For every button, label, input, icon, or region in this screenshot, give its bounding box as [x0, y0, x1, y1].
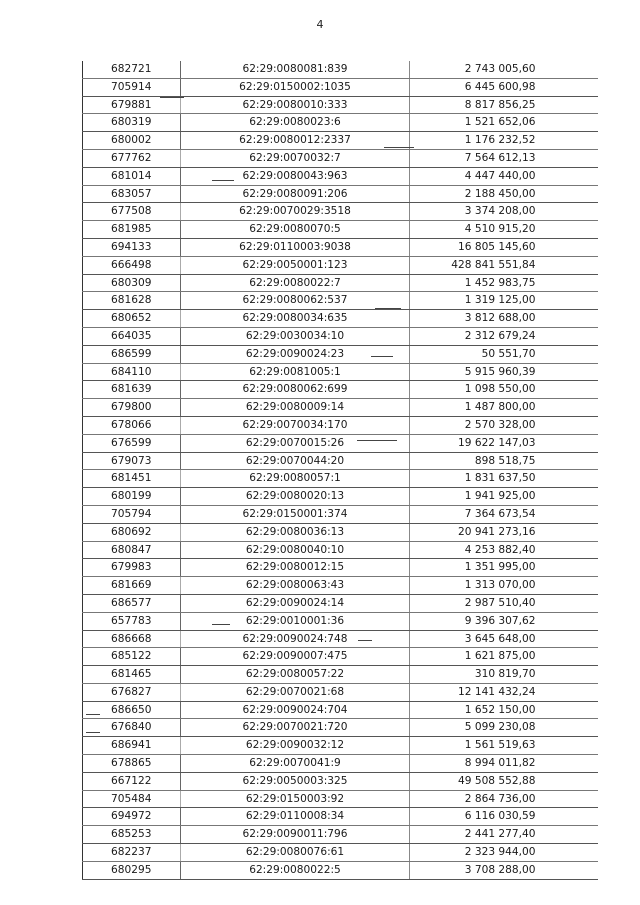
cadastral-value-cell: 19 622 147,03 [410, 434, 598, 452]
cadastral-number-cell: 62:29:0080012:15 [181, 559, 410, 577]
table-row [83, 78, 598, 96]
table-row [83, 238, 598, 256]
cadastral-number-cell: 62:29:0080023:6 [181, 114, 410, 132]
cadastral-value-cell: 6 116 030,59 [410, 808, 598, 826]
table-row [83, 167, 598, 185]
record-id-cell: 678865 [83, 755, 181, 773]
cadastral-value-cell: 4 253 882,40 [410, 541, 598, 559]
record-id-cell: 686599 [83, 345, 181, 363]
cadastral-number-cell: 62:29:0070044:20 [181, 452, 410, 470]
cadastral-value-cell: 3 812 688,00 [410, 310, 598, 328]
cadastral-value-cell: 1 319 125,00 [410, 292, 598, 310]
cadastral-value-cell: 49 508 552,88 [410, 772, 598, 790]
table-row [83, 505, 598, 523]
table-row [83, 363, 598, 381]
record-id-cell: 678066 [83, 416, 181, 434]
table-row [83, 612, 598, 630]
cadastral-value-cell: 1 098 550,00 [410, 381, 598, 399]
cadastral-value-cell: 310 819,70 [410, 666, 598, 684]
cadastral-number-cell: 62:29:0080043:963 [181, 167, 410, 185]
table-row [83, 310, 598, 328]
record-id-cell: 681669 [83, 577, 181, 595]
record-id-cell: 694133 [83, 238, 181, 256]
table-row [83, 737, 598, 755]
cadastral-value-cell: 1 652 150,00 [410, 701, 598, 719]
cadastral-number-cell: 62:29:0050001:123 [181, 256, 410, 274]
scan-artifact [212, 180, 234, 181]
cadastral-number-cell: 62:29:0090024:14 [181, 594, 410, 612]
cadastral-number-cell: 62:29:0080034:635 [181, 310, 410, 328]
cadastral-number-cell: 62:29:0080022:7 [181, 274, 410, 292]
record-id-cell: 682721 [83, 61, 181, 78]
table-row [83, 630, 598, 648]
cadastral-value-table [82, 61, 598, 880]
cadastral-number-cell: 62:29:0090011:796 [181, 826, 410, 844]
cadastral-number-cell: 62:29:0090024:748 [181, 630, 410, 648]
cadastral-value-cell: 9 396 307,62 [410, 612, 598, 630]
table-row [83, 861, 598, 879]
table-row [83, 541, 598, 559]
table-row [83, 701, 598, 719]
cadastral-number-cell: 62:29:0080062:699 [181, 381, 410, 399]
record-id-cell: 666498 [83, 256, 181, 274]
table-row [83, 826, 598, 844]
cadastral-value-cell: 1 621 875,00 [410, 648, 598, 666]
record-id-cell: 677508 [83, 203, 181, 221]
cadastral-number-cell: 62:29:0080057:22 [181, 666, 410, 684]
scan-artifact [358, 640, 372, 641]
cadastral-value-cell: 4 510 915,20 [410, 221, 598, 239]
record-id-cell: 680652 [83, 310, 181, 328]
scan-artifact [160, 97, 184, 98]
record-id-cell: 680199 [83, 488, 181, 506]
table-row [83, 381, 598, 399]
cadastral-value-cell: 1 831 637,50 [410, 470, 598, 488]
record-id-cell: 680319 [83, 114, 181, 132]
cadastral-value-cell: 3 374 208,00 [410, 203, 598, 221]
page-number: 4 [316, 18, 324, 31]
record-id-cell: 681465 [83, 666, 181, 684]
cadastral-value-cell: 2 312 679,24 [410, 327, 598, 345]
cadastral-value-cell: 2 987 510,40 [410, 594, 598, 612]
record-id-cell: 677762 [83, 149, 181, 167]
cadastral-value-cell: 50 551,70 [410, 345, 598, 363]
table-row [83, 114, 598, 132]
scan-artifact [371, 356, 393, 357]
table-row [83, 256, 598, 274]
record-id-cell: 686650 [83, 701, 181, 719]
table-row [83, 132, 598, 150]
table-row [83, 292, 598, 310]
cadastral-number-cell: 62:29:0090032:12 [181, 737, 410, 755]
cadastral-value-cell: 5 915 960,39 [410, 363, 598, 381]
cadastral-value-cell: 1 351 995,00 [410, 559, 598, 577]
table-row [83, 399, 598, 417]
cadastral-number-cell: 62:29:0080036:13 [181, 523, 410, 541]
cadastral-value-cell: 1 176 232,52 [410, 132, 598, 150]
record-id-cell: 686577 [83, 594, 181, 612]
record-id-cell: 680692 [83, 523, 181, 541]
table-row [83, 755, 598, 773]
cadastral-number-cell: 62:29:0090007:475 [181, 648, 410, 666]
cadastral-number-cell: 62:29:0080040:10 [181, 541, 410, 559]
cadastral-value-cell: 7 364 673,54 [410, 505, 598, 523]
cadastral-number-cell: 62:29:0080063:43 [181, 577, 410, 595]
record-id-cell: 679073 [83, 452, 181, 470]
table-row [83, 666, 598, 684]
cadastral-number-cell: 62:29:0070021:68 [181, 683, 410, 701]
record-id-cell: 680847 [83, 541, 181, 559]
record-id-cell: 680309 [83, 274, 181, 292]
record-id-cell: 681451 [83, 470, 181, 488]
table-row [83, 327, 598, 345]
cadastral-number-cell: 62:29:0080012:2337 [181, 132, 410, 150]
table-row [83, 61, 598, 78]
cadastral-number-cell: 62:29:0080070:5 [181, 221, 410, 239]
table-row [83, 488, 598, 506]
table-row [83, 203, 598, 221]
cadastral-value-cell: 12 141 432,24 [410, 683, 598, 701]
cadastral-number-cell: 62:29:0070032:7 [181, 149, 410, 167]
cadastral-number-cell: 62:29:0070021:720 [181, 719, 410, 737]
cadastral-value-cell: 6 445 600,98 [410, 78, 598, 96]
cadastral-value-cell: 1 521 652,06 [410, 114, 598, 132]
cadastral-number-cell: 62:29:0081005:1 [181, 363, 410, 381]
record-id-cell: 657783 [83, 612, 181, 630]
cadastral-value-cell: 16 805 145,60 [410, 238, 598, 256]
cadastral-value-cell: 20 941 273,16 [410, 523, 598, 541]
cadastral-value-cell: 428 841 551,84 [410, 256, 598, 274]
table-row [83, 96, 598, 114]
record-id-cell: 664035 [83, 327, 181, 345]
table-row [83, 772, 598, 790]
record-id-cell: 685253 [83, 826, 181, 844]
cadastral-value-cell: 3 708 288,00 [410, 861, 598, 879]
cadastral-value-cell: 2 188 450,00 [410, 185, 598, 203]
record-id-cell: 676840 [83, 719, 181, 737]
table-row [83, 719, 598, 737]
table-row [83, 416, 598, 434]
cadastral-number-cell: 62:29:0050003:325 [181, 772, 410, 790]
cadastral-value-cell: 2 864 736,00 [410, 790, 598, 808]
cadastral-value-cell: 1 561 519,63 [410, 737, 598, 755]
table-row [83, 185, 598, 203]
cadastral-number-cell: 62:29:0090024:704 [181, 701, 410, 719]
cadastral-value-cell: 1 313 070,00 [410, 577, 598, 595]
record-id-cell: 667122 [83, 772, 181, 790]
cadastral-number-cell: 62:29:0080009:14 [181, 399, 410, 417]
cadastral-value-cell: 4 447 440,00 [410, 167, 598, 185]
cadastral-number-cell: 62:29:0070034:170 [181, 416, 410, 434]
record-id-cell: 686941 [83, 737, 181, 755]
table-row [83, 523, 598, 541]
record-id-cell: 676599 [83, 434, 181, 452]
cadastral-number-cell: 62:29:0110008:34 [181, 808, 410, 826]
table-body [83, 61, 598, 879]
cadastral-value-cell: 2 323 944,00 [410, 844, 598, 862]
cadastral-number-cell: 62:29:0080010:333 [181, 96, 410, 114]
cadastral-value-cell: 2 441 277,40 [410, 826, 598, 844]
table-row [83, 274, 598, 292]
record-id-cell: 679800 [83, 399, 181, 417]
record-id-cell: 679983 [83, 559, 181, 577]
cadastral-value-cell: 7 564 612,13 [410, 149, 598, 167]
record-id-cell: 681639 [83, 381, 181, 399]
cadastral-value-cell: 1 452 983,75 [410, 274, 598, 292]
record-id-cell: 685122 [83, 648, 181, 666]
cadastral-number-cell: 62:29:0080020:13 [181, 488, 410, 506]
table-row [83, 683, 598, 701]
cadastral-number-cell: 62:29:0080081:839 [181, 61, 410, 78]
table-row [83, 594, 598, 612]
cadastral-number-cell: 62:29:0030034:10 [181, 327, 410, 345]
table-row [83, 221, 598, 239]
table-row [83, 844, 598, 862]
cadastral-value-cell: 1 941 925,00 [410, 488, 598, 506]
record-id-cell: 680002 [83, 132, 181, 150]
cadastral-number-cell: 62:29:0150003:92 [181, 790, 410, 808]
cadastral-value-cell: 8 817 856,25 [410, 96, 598, 114]
record-id-cell: 681628 [83, 292, 181, 310]
record-id-cell: 681985 [83, 221, 181, 239]
cadastral-number-cell: 62:29:0080091:206 [181, 185, 410, 203]
table-row [83, 808, 598, 826]
record-id-cell: 684110 [83, 363, 181, 381]
cadastral-number-cell: 62:29:0010001:36 [181, 612, 410, 630]
table-row [83, 149, 598, 167]
cadastral-number-cell: 62:29:0110003:9038 [181, 238, 410, 256]
record-id-cell: 679881 [83, 96, 181, 114]
cadastral-number-cell: 62:29:0080057:1 [181, 470, 410, 488]
cadastral-number-cell: 62:29:0080076:61 [181, 844, 410, 862]
scan-artifact [357, 440, 397, 441]
scan-artifact [86, 732, 100, 733]
cadastral-number-cell: 62:29:0080062:537 [181, 292, 410, 310]
table-row [83, 452, 598, 470]
cadastral-number-cell: 62:29:0070015:26 [181, 434, 410, 452]
table-row [83, 648, 598, 666]
scan-artifact [212, 624, 230, 625]
record-id-cell: 681014 [83, 167, 181, 185]
record-id-cell: 694972 [83, 808, 181, 826]
record-id-cell: 705484 [83, 790, 181, 808]
record-id-cell: 683057 [83, 185, 181, 203]
table-row [83, 559, 598, 577]
cadastral-value-cell: 2 743 005,60 [410, 61, 598, 78]
scan-artifact [375, 308, 401, 309]
scan-artifact [86, 714, 100, 715]
table-row [83, 470, 598, 488]
record-id-cell: 686668 [83, 630, 181, 648]
cadastral-value-cell: 1 487 800,00 [410, 399, 598, 417]
cadastral-number-cell: 62:29:0080022:5 [181, 861, 410, 879]
scan-artifact [384, 147, 414, 148]
cadastral-number-cell: 62:29:0070029:3518 [181, 203, 410, 221]
cadastral-number-cell: 62:29:0150001:374 [181, 505, 410, 523]
cadastral-value-cell: 8 994 011,82 [410, 755, 598, 773]
record-id-cell: 680295 [83, 861, 181, 879]
cadastral-number-cell: 62:29:0090024:23 [181, 345, 410, 363]
cadastral-number-cell: 62:29:0150002:1035 [181, 78, 410, 96]
table-row [83, 790, 598, 808]
record-id-cell: 705914 [83, 78, 181, 96]
cadastral-value-cell: 898 518,75 [410, 452, 598, 470]
record-id-cell: 682237 [83, 844, 181, 862]
record-id-cell: 705794 [83, 505, 181, 523]
cadastral-value-cell: 3 645 648,00 [410, 630, 598, 648]
cadastral-value-cell: 5 099 230,08 [410, 719, 598, 737]
table-row [83, 434, 598, 452]
table-row [83, 345, 598, 363]
table-row [83, 577, 598, 595]
cadastral-number-cell: 62:29:0070041:9 [181, 755, 410, 773]
cadastral-value-cell: 2 570 328,00 [410, 416, 598, 434]
record-id-cell: 676827 [83, 683, 181, 701]
